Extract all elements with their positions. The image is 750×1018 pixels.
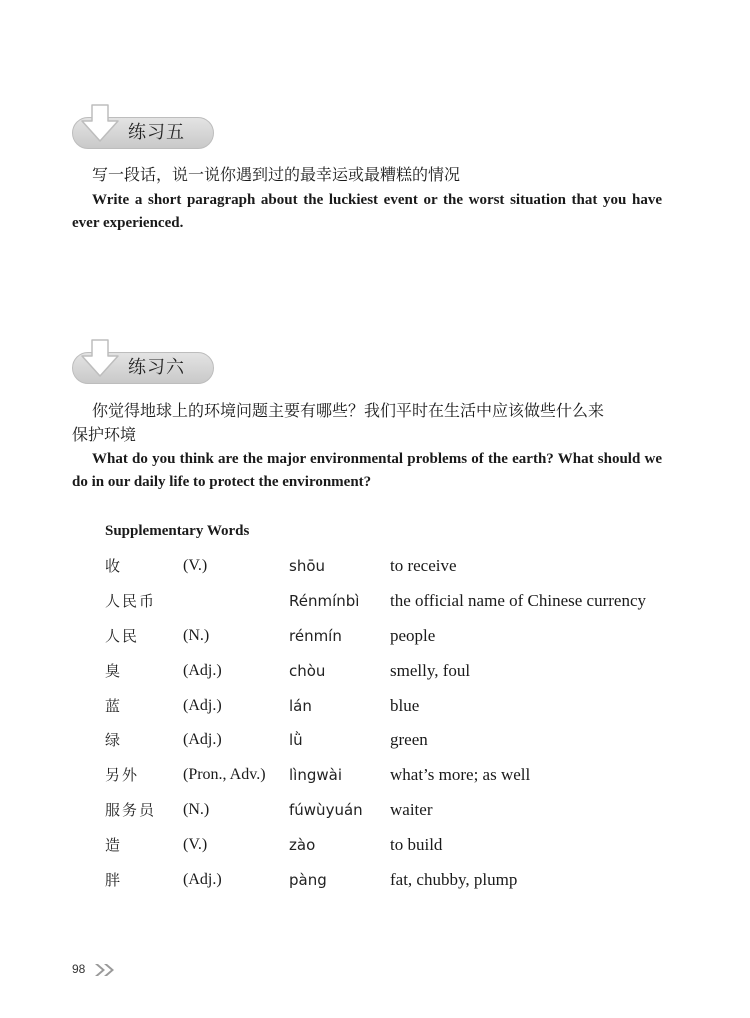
vocab-pos: (N.)	[183, 626, 210, 644]
vocab-hanzi: 人民币	[105, 591, 157, 610]
vocab-meaning: blue	[390, 695, 420, 715]
vocab-meaning: what’s more; as well	[390, 765, 531, 785]
vocab-pos: (N.)	[183, 801, 210, 819]
exercise6-prompt-cn-line1: 你觉得地球上的环境问题主要有哪些？我们平时在生活中应该做些什么来	[92, 401, 605, 420]
vocab-pinyin: lán	[289, 696, 312, 715]
vocab-meaning: the official name of Chinese currency	[390, 590, 646, 610]
vocab-row	[105, 553, 705, 588]
vocab-row	[105, 658, 705, 693]
vocab-pos: (Adj.)	[183, 696, 222, 714]
double-chevron-right-icon	[94, 963, 116, 977]
vocab-hanzi: 绿	[105, 731, 123, 750]
vocab-meaning: smelly, foul	[390, 660, 471, 680]
vocabulary-table	[105, 553, 705, 902]
vocab-hanzi: 人民	[105, 626, 140, 645]
vocab-row	[105, 727, 705, 762]
page-number: 98	[72, 962, 86, 976]
vocab-row	[105, 623, 705, 658]
vocab-meaning: to receive	[390, 556, 457, 575]
vocab-pinyin: shōu	[289, 557, 326, 575]
vocab-pos: (V.)	[183, 836, 208, 854]
vocab-pos: (Adj.)	[183, 661, 222, 679]
vocab-pinyin: pàng	[289, 871, 327, 890]
vocab-hanzi: 收	[105, 557, 123, 575]
vocab-pos: (Pron., Adv.)	[183, 766, 266, 784]
exercise5-prompt-cn: 写一段话，说一说你遇到过的最幸运或最糟糕的情况	[92, 165, 461, 184]
vocab-pos: (V.)	[183, 557, 208, 574]
supplementary-words-title: Supplementary Words	[105, 523, 250, 539]
vocab-meaning: green	[390, 730, 428, 750]
vocab-pos: (Adj.)	[183, 871, 222, 889]
vocab-pinyin: fúwùyuán	[289, 801, 363, 820]
exercise6-prompt-cn-line2: 保护环境	[72, 425, 137, 444]
exercise5-title: 练习五	[128, 122, 185, 143]
down-arrow-icon	[78, 103, 122, 147]
vocab-meaning: waiter	[390, 800, 433, 820]
vocab-meaning: to build	[390, 835, 443, 855]
vocab-row	[105, 797, 705, 832]
exercise5-header	[72, 117, 214, 149]
down-arrow-icon	[78, 338, 122, 382]
exercise6-title: 练习六	[128, 357, 185, 378]
vocab-pinyin: zào	[289, 836, 316, 855]
vocab-pinyin: Rénmínbì	[289, 591, 360, 610]
vocab-hanzi: 臭	[105, 661, 123, 680]
vocab-row	[105, 867, 705, 902]
vocab-pos: (Adj.)	[183, 731, 222, 749]
vocab-hanzi: 服务员	[105, 801, 157, 820]
exercise6-prompt-en: What do you think are the major environmental problems of the earth? What should we do in our daily life to protect the environment?	[72, 451, 662, 490]
vocab-meaning: fat, chubby, plump	[390, 870, 518, 890]
vocab-pinyin: lǜ	[289, 731, 303, 750]
vocab-hanzi: 胖	[105, 871, 123, 890]
vocab-row	[105, 588, 705, 623]
vocab-row	[105, 762, 705, 797]
vocab-row	[105, 832, 705, 867]
vocab-pinyin: rénmín	[289, 626, 342, 645]
exercise6-header	[72, 352, 214, 384]
vocab-hanzi: 造	[105, 836, 123, 855]
vocab-pinyin: chòu	[289, 661, 326, 680]
vocab-pinyin: lìngwài	[289, 766, 342, 785]
exercise5-prompt-en: Write a short paragraph about the luckiest event or the worst situation that you have ever experienced.	[72, 192, 662, 231]
vocab-meaning: people	[390, 625, 436, 645]
vocab-hanzi: 蓝	[105, 696, 123, 715]
vocab-row	[105, 693, 705, 728]
vocab-hanzi: 另外	[105, 766, 140, 785]
